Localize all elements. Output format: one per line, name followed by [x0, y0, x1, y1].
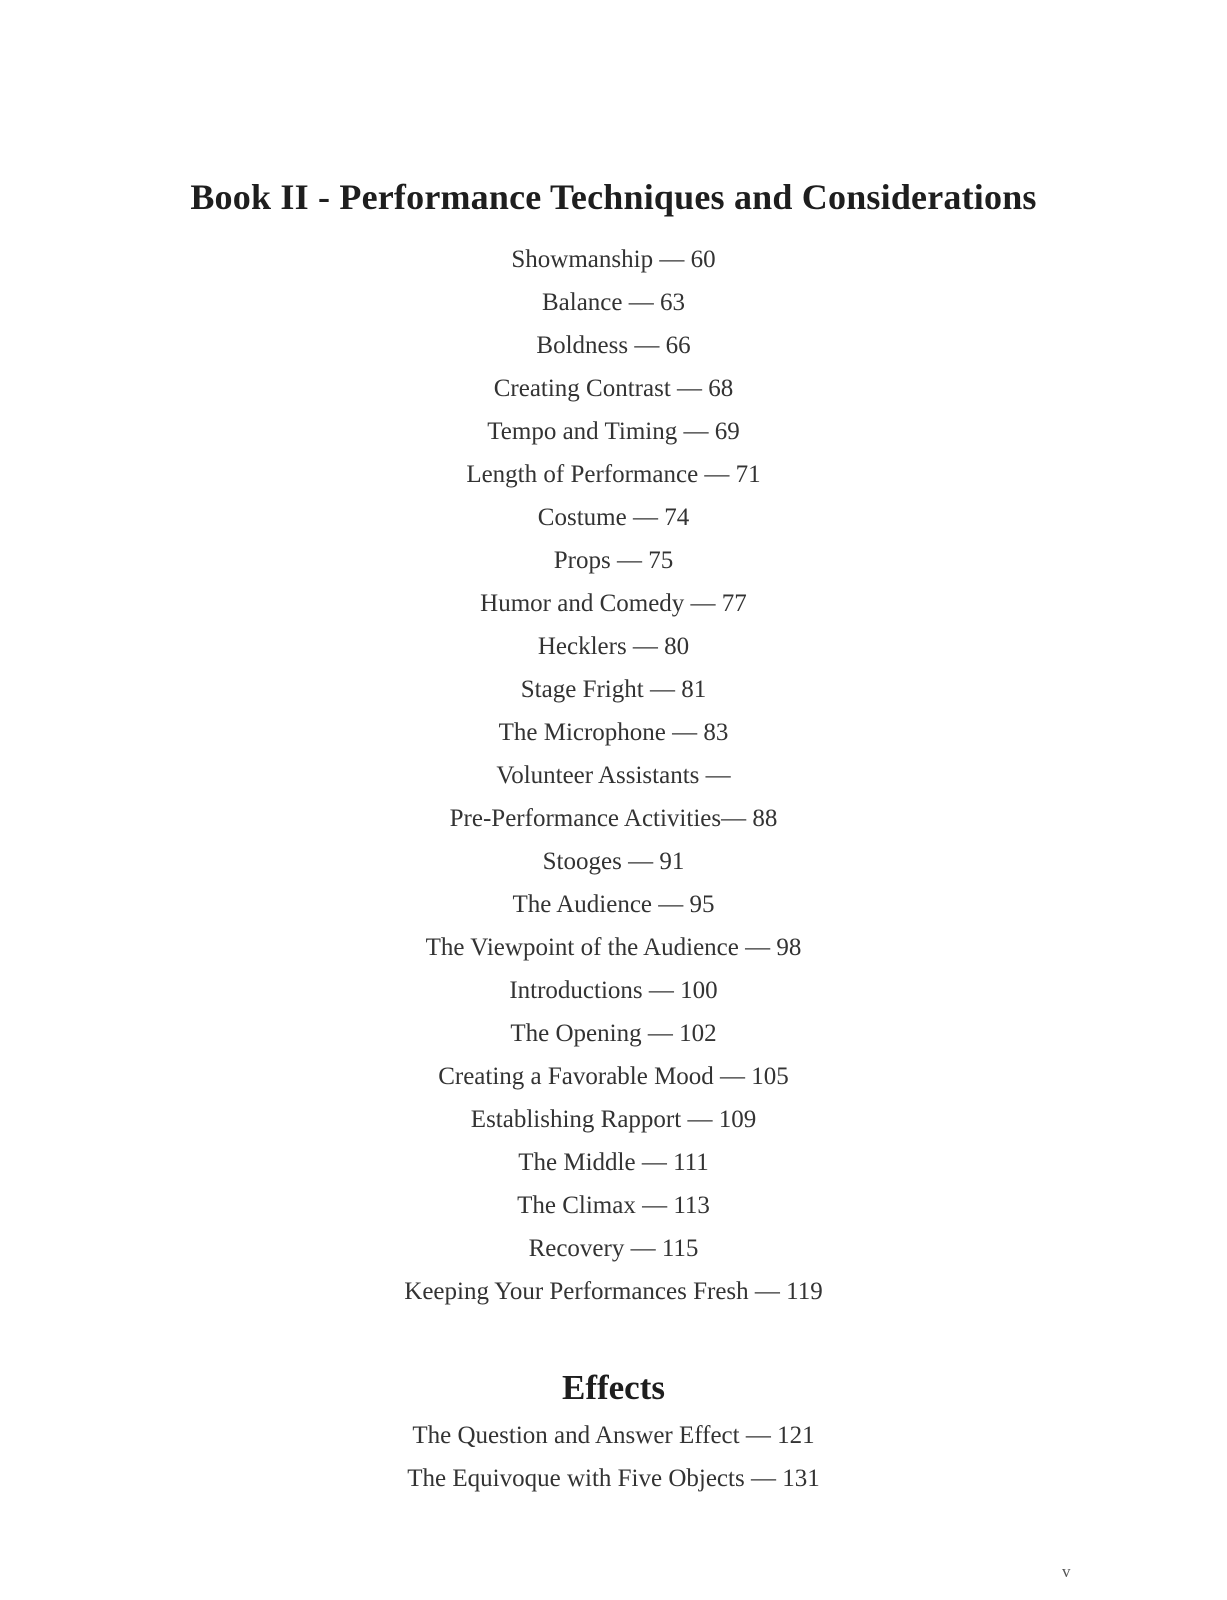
page-number: v [1062, 1562, 1071, 1581]
toc-entry: The Middle — 111 [518, 1149, 709, 1176]
toc-entry: Introductions — 100 [509, 977, 718, 1004]
toc-entry: The Viewpoint of the Audience — 98 [425, 934, 802, 961]
toc-entry: Showmanship — 60 [511, 246, 716, 273]
toc-entry: The Microphone — 83 [498, 719, 729, 746]
toc-entry: Creating a Favorable Mood — 105 [438, 1063, 789, 1090]
toc-entry: Props — 75 [553, 547, 674, 574]
effects-toc-list [0, 1414, 1227, 1500]
toc-entry: Keeping Your Performances Fresh — 119 [404, 1278, 823, 1305]
toc-entry: Humor and Comedy — 77 [480, 590, 747, 617]
toc-entry: Establishing Rapport — 109 [470, 1106, 757, 1133]
toc-entry: Costume — 74 [537, 504, 690, 531]
toc-entry: The Question and Answer Effect — 121 [412, 1422, 815, 1449]
toc-entry: Volunteer Assistants — [496, 762, 731, 789]
book-section-title: Book II - Performance Techniques and Considerations [190, 177, 1037, 217]
toc-entry: Boldness — 66 [536, 332, 691, 359]
toc-entry: The Opening — 102 [510, 1020, 717, 1047]
book-toc-list [0, 238, 1227, 1313]
toc-entry: Stooges — 91 [542, 848, 685, 875]
toc-entry: Stage Fright — 81 [520, 676, 707, 703]
effects-section-title: Effects [561, 1368, 665, 1407]
toc-entry: Hecklers — 80 [537, 633, 690, 660]
toc-entry: Recovery — 115 [528, 1235, 699, 1262]
toc-entry: The Audience — 95 [512, 891, 715, 918]
toc-entry: Length of Performance — 71 [466, 461, 761, 488]
toc-entry: The Equivoque with Five Objects — 131 [407, 1465, 820, 1492]
toc-entry: The Climax — 113 [517, 1192, 710, 1219]
toc-entry: Balance — 63 [541, 289, 685, 316]
toc-entry: Tempo and Timing — 69 [487, 418, 740, 445]
toc-entry: Pre-Performance Activities— 88 [449, 805, 778, 832]
toc-entry: Creating Contrast — 68 [493, 375, 734, 402]
